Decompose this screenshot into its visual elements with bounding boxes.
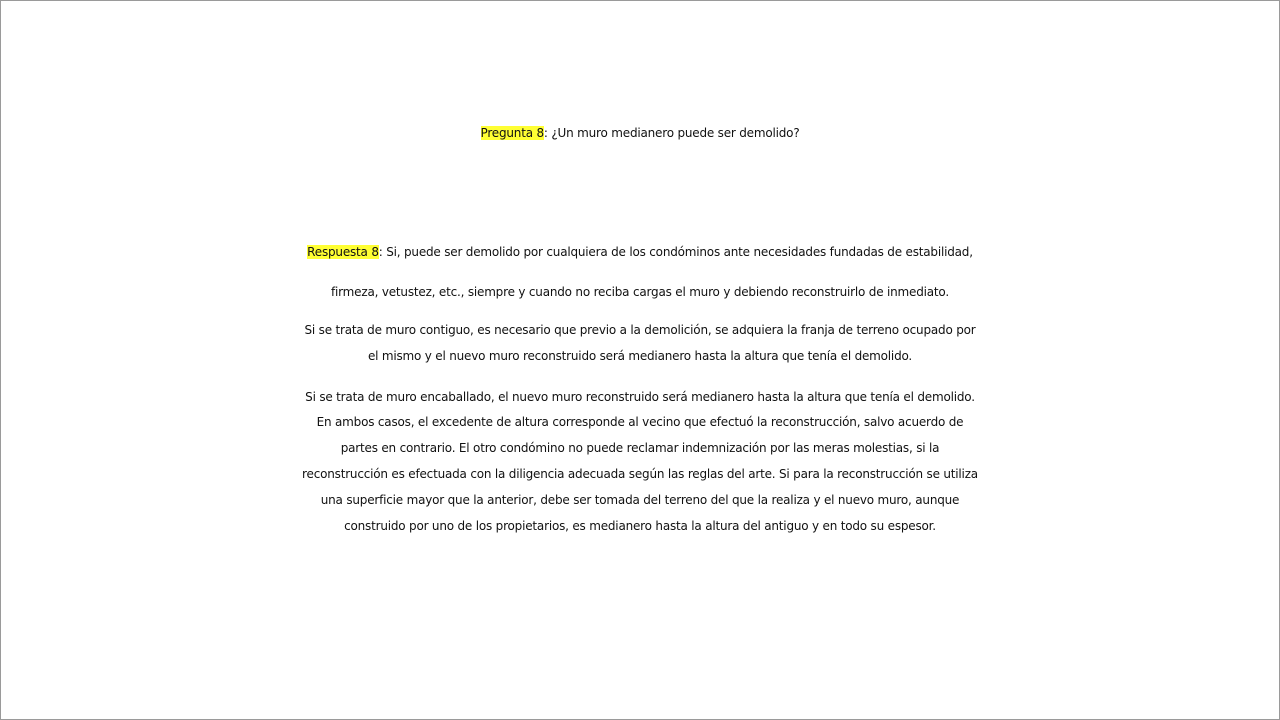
answer-label: Respuesta 8 xyxy=(307,245,379,259)
answer-line: el mismo y el nuevo muro reconstruido será medianero hasta la altura que tenía el demolido. xyxy=(367,349,913,363)
answer-line: una superficie mayor que la anterior, debe ser tomada del terreno del que la realiza y el nuevo muro, aunque xyxy=(320,493,960,507)
question-line xyxy=(0,120,1280,146)
answer-line: En ambos casos, el excedente de altura corresponde al vecino que efectuó la reconstrucción, salvo acuerdo de xyxy=(316,415,964,429)
answer-line: Si se trata de muro encaballado, el nuevo muro reconstruido será medianero hasta la altura que tenía el demolido. xyxy=(305,390,975,404)
answer-text: : Si, puede ser demolido por cualquiera de los condóminos ante necesidades fundadas de estabilidad, xyxy=(378,245,973,259)
question-text: : ¿Un muro medianero puede ser demolido? xyxy=(543,126,800,140)
answer-line: partes en contrario. El otro condómino no puede reclamar indemnización por las meras molestias, si la xyxy=(340,441,940,455)
answer-line: reconstrucción es efectuada con la diligencia adecuada según las reglas del arte. Si para la reconstrucción se utiliza xyxy=(302,467,978,481)
answer-line: construido por uno de los propietarios, es medianero hasta la altura del antiguo y en todo su espesor. xyxy=(344,519,936,533)
answer-line: firmeza, vetustez, etc., siempre y cuando no reciba cargas el muro y debiendo reconstruirlo de inmediato. xyxy=(331,285,949,299)
answer-first-line xyxy=(0,239,1280,265)
answer-line: Si se trata de muro contiguo, es necesario que previo a la demolición, se adquiera la franja de terreno ocupado por xyxy=(304,323,976,337)
question-label: Pregunta 8 xyxy=(480,126,544,140)
